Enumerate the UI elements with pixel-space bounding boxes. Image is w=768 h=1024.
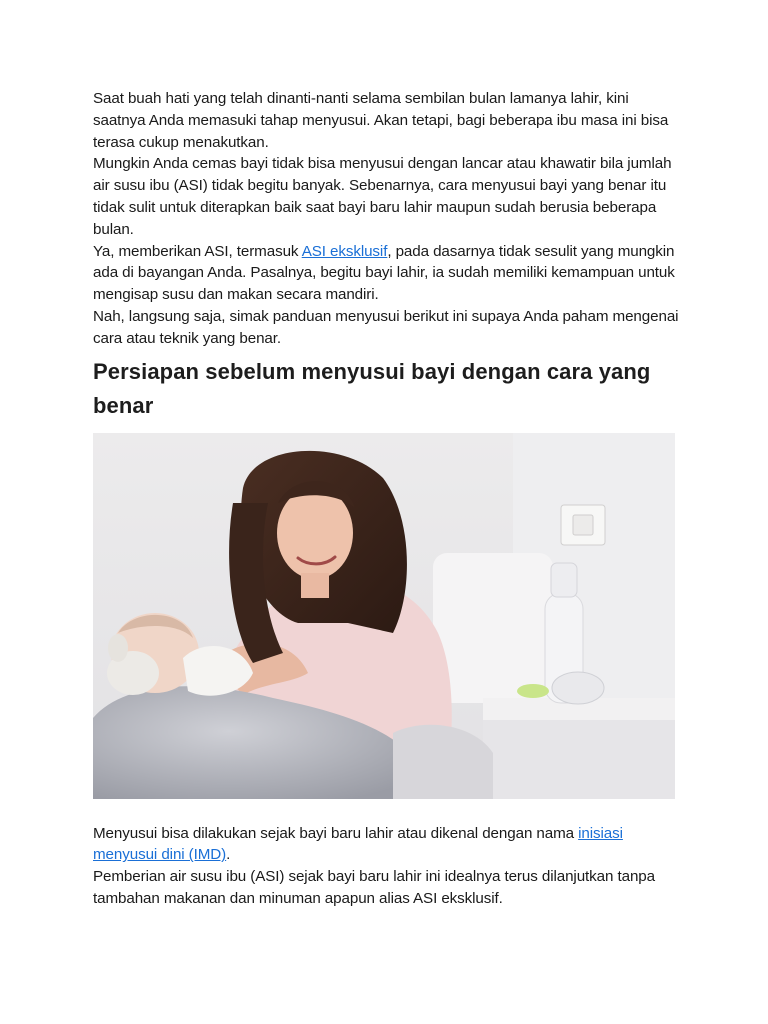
after-photo-text xyxy=(93,823,683,910)
intro-paragraph-4: Nah, langsung saja, simak panduan menyusui berikut ini supaya Anda paham mengenai cara atau teknik yang benar. xyxy=(93,307,679,347)
intro-paragraph-3 xyxy=(93,241,683,306)
imd-link[interactable]: inisiasi menyusui dini (IMD) xyxy=(93,824,623,864)
asi-eksklusif-link[interactable]: ASI eksklusif xyxy=(301,242,388,260)
asi-exclusive-paragraph: Pemberian air susu ibu (ASI) sejak bayi baru lahir ini idealnya terus dilanjutkan tanpa tambahan makanan dan minuman apapun alias ASI eksklusif. xyxy=(93,868,655,907)
mother-breastfeeding-photo xyxy=(93,433,675,799)
intro-paragraph-1: Saat buah hati yang telah dinanti-nanti selama sembilan bulan lamanya lahir, kini saatnya Anda memasuki tahap menyusui. Akan tetapi, bagi beberapa ibu masa ini bisa terasa cukup menakutkan. xyxy=(93,90,669,151)
paragraph-text: Ya, memberikan ASI, termasuk xyxy=(93,242,302,260)
paragraph-text: , pada dasarnya tidak sesulit yang mungkin ada di bayangan Anda. Pasalnya, begitu bayi lahir, ia sudah memiliki kemampuan untuk mengisap susu dan makan secara mandiri. xyxy=(93,242,675,304)
paragraph-text: Menyusui bisa dilakukan sejak bayi baru lahir atau dikenal dengan nama xyxy=(93,824,579,842)
intro-paragraph-2: Mungkin Anda cemas bayi tidak bisa menyusui dengan lancar atau khawatir bila jumlah air susu ibu (ASI) tidak begitu banyak. Sebenarnya, cara menyusui bayi yang benar itu tidak sulit untuk diterapkan baik saat bayi baru lahir maupun sudah berusia beberapa bulan. xyxy=(93,155,672,238)
imd-paragraph xyxy=(93,823,683,867)
paragraph-text: . xyxy=(226,846,231,864)
section-heading: Persiapan sebelum menyusui bayi dengan cara yang benar xyxy=(93,358,651,418)
document-page xyxy=(93,88,683,910)
